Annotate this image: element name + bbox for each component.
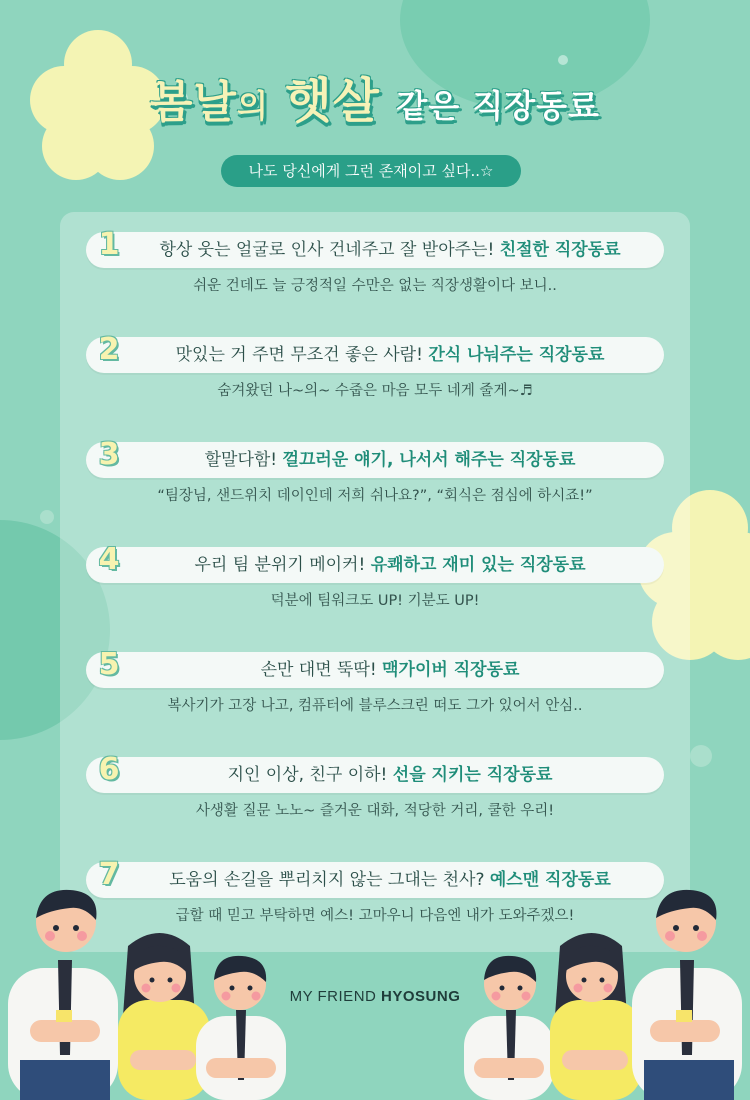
item-description: 사생활 질문 노노~ 즐거운 대화, 적당한 거리, 쿨한 우리!	[195, 803, 555, 819]
item-highlight: 유쾌하고 재미 있는 직장동료	[370, 555, 586, 575]
brand-logo: MY FRIEND HYOSUNG	[289, 988, 461, 1005]
subtitle-badge: 나도 당신에게 그런 존재이고 싶다..☆	[221, 155, 521, 187]
item-number: 6	[98, 752, 120, 787]
item-highlight: 예스맨 직장동료	[489, 870, 611, 890]
item-headline: 할말다함! 껄끄러운 얘기, 나서서 해주는 직장동료	[204, 450, 576, 470]
people-illustration-right	[460, 880, 750, 1100]
item-number: 5	[98, 647, 120, 682]
title-word-1: 봄날	[150, 77, 238, 128]
bg-dot	[40, 510, 54, 524]
item-description: 숨겨왔던 나~의~ 수줍은 마음 모두 네게 줄게~♬	[217, 383, 533, 399]
item-description: “팀장님, 샌드위치 데이인데 저희 쉬나요?”, “회식은 점심에 하시죠!”	[157, 488, 593, 504]
person-illustration	[464, 956, 554, 1100]
list-item	[86, 634, 664, 724]
list-item	[86, 739, 664, 829]
list-item	[86, 529, 664, 619]
people-illustration-left	[0, 880, 290, 1100]
list-item	[86, 214, 664, 304]
title-rest: 같은 직장동료	[396, 87, 600, 125]
list-item	[86, 424, 664, 514]
item-headline: 우리 팀 분위기 메이커! 유쾌하고 재미 있는 직장동료	[194, 555, 586, 575]
item-headline: 맛있는 거 주면 무조건 좋은 사람! 간식 나눠주는 직장동료	[175, 345, 605, 365]
title-word-2: 햇살	[285, 73, 381, 129]
person-illustration	[8, 890, 118, 1100]
item-number: 4	[98, 542, 120, 577]
item-number: 3	[98, 437, 120, 472]
item-description: 덕분에 팀워크도 UP! 기분도 UP!	[270, 593, 480, 609]
item-highlight: 친절한 직장동료	[499, 240, 621, 260]
item-number: 7	[98, 857, 120, 892]
item-headline: 손만 대면 뚝딱! 맥가이버 직장동료	[260, 660, 520, 680]
person-illustration	[632, 890, 742, 1100]
person-illustration	[550, 933, 642, 1100]
item-description: 쉬운 건데도 늘 긍정적일 수만은 없는 직장생활이다 보니..	[193, 278, 557, 294]
item-highlight: 선을 지키는 직장동료	[392, 765, 553, 785]
item-description: 급할 때 믿고 부탁하면 예스! 고마우니 다음엔 내가 도와주겠으!	[175, 908, 575, 924]
person-illustration	[118, 933, 210, 1100]
item-headline: 도움의 손길을 뿌리치지 않는 그대는 천사? 예스맨 직장동료	[169, 870, 611, 890]
title-particle: 의	[237, 87, 269, 125]
item-highlight: 간식 나눠주는 직장동료	[428, 345, 605, 365]
item-highlight: 맥가이버 직장동료	[382, 660, 520, 680]
list-item	[86, 319, 664, 409]
person-illustration	[196, 956, 286, 1100]
item-highlight: 껄끄러운 얘기, 나서서 해주는 직장동료	[282, 450, 576, 470]
item-number: 2	[98, 332, 120, 367]
item-headline: 항상 웃는 얼굴로 인사 건네주고 잘 받아주는! 친절한 직장동료	[159, 240, 621, 260]
bg-dot	[690, 745, 712, 767]
item-description: 복사기가 고장 나고, 컴퓨터에 블루스크린 떠도 그가 있어서 안심..	[167, 698, 583, 714]
item-headline: 지인 이상, 친구 이하! 선을 지키는 직장동료	[227, 765, 553, 785]
item-number: 1	[98, 227, 120, 262]
page-title	[0, 62, 750, 131]
